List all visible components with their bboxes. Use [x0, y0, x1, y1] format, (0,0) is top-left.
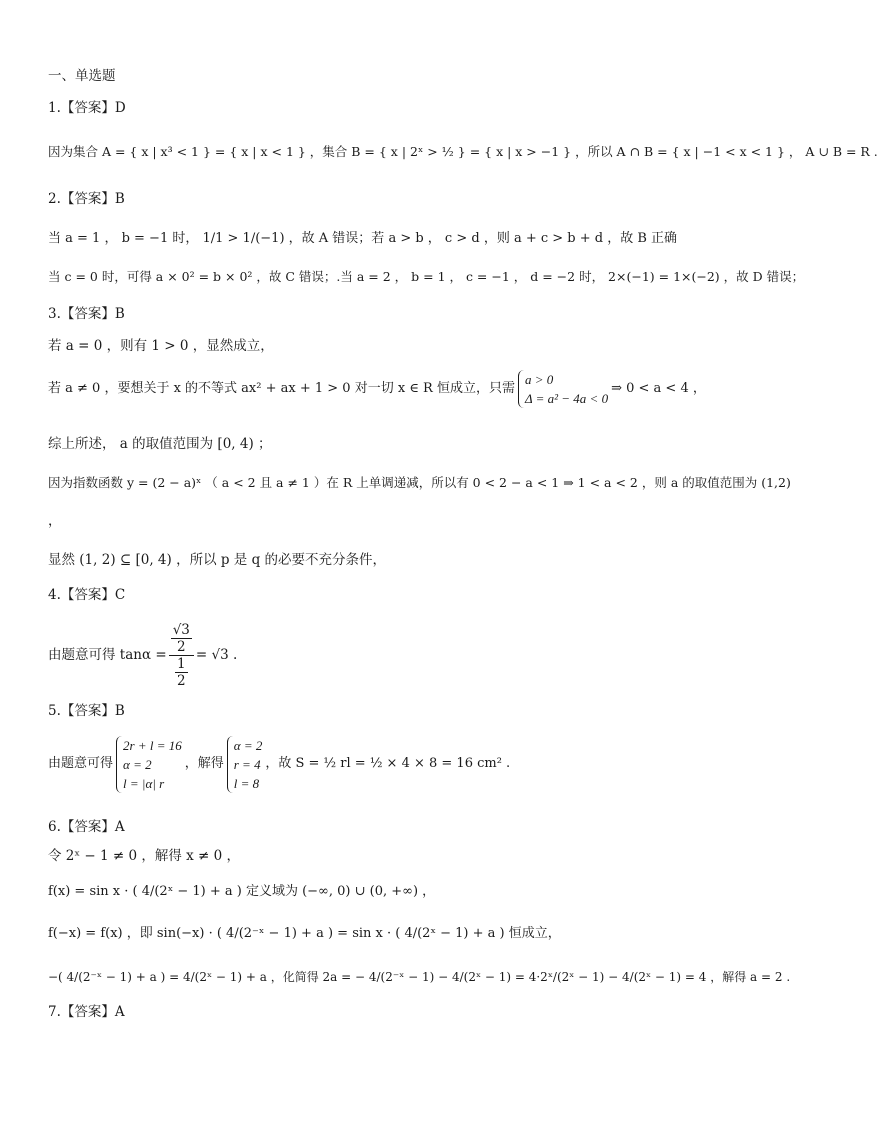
q6-solution-line-4: −( 4/(2⁻ˣ − 1) + a ) = 4/(2ˣ − 1) + a ，化简得 2a = − 4/(2⁻ˣ − 1) − 4/(2ˣ − 1) = 4·2ˣ/(2ˣ − 1) − 4/(2ˣ − 1) = 4 ，解得 a = 2 . [48, 970, 791, 984]
section-title: 一、单选题 [48, 68, 116, 84]
q4-denominator-fraction [175, 656, 188, 689]
q3-solution-line-4: 因为指数函数 y = (2 − a)ˣ （ a < 2 且 a ≠ 1 ）在 R 上单调递减，所以有 0 < 2 − a < 1 ⇒ 1 < a < 2 ，则 a 的取值范围为 (1,2) [48, 475, 791, 490]
q4-numerator [169, 622, 194, 656]
q2-solution-line-1: 当 a = 1 ， b = −1 时， 1/1 > 1/(−1) ，故 A 错误；若 a > b ， c > d ，则 a + c > b + d ，故 B 正确 [48, 231, 678, 246]
q5-answer: 5.【答案】B [48, 703, 125, 719]
q3-solution-line-6: 显然 (1, 2) ⊆ [0, 4) ，所以 p 是 q 的必要不充分条件， [48, 552, 387, 568]
q5-solved-eq-2: r = 4 [233, 756, 261, 772]
q3-solution-line-2 [48, 370, 753, 408]
q5-mid: ，解得 [184, 756, 224, 771]
q4-solution-line [48, 620, 753, 690]
q3-condition-b: Δ = a² − 4a < 0 [524, 391, 609, 406]
q5-given-eq-2: α = 2 [123, 756, 152, 772]
q5-given-system [116, 736, 182, 793]
q6-answer: 6.【答案】A [48, 819, 125, 835]
q5-given-eq-3: l = |α| r [123, 775, 165, 791]
q5-solved-eq-3: l = 8 [233, 775, 260, 791]
q6-solution-line-2: f(x) = sin x · ( 4/(2ˣ − 1) + a ) 定义域为 (−∞, 0) ∪ (0, +∞) ， [48, 884, 436, 899]
q3-line2-text: 若 a ≠ 0 ，要想关于 x 的不等式 ax² + ax + 1 > 0 对一切 x ∈ R 恒成立，只需 [48, 381, 515, 396]
q1-solution-line: 因为集合 A = { x | x³ < 1 } = { x | x < 1 } ，集合 B = { x | 2ˣ > ½ } = { x | x > −1 } ，所以 A ∩ B = { x | −1 < x < 1 } ， A ∪ B = R . [48, 144, 878, 159]
q5-prefix: 由题意可得 [48, 756, 114, 771]
q3-solution-line-3: 综上所述， a 的取值范围为 [0, 4) ； [48, 436, 272, 452]
q6-solution-line-3: f(−x) = f(x) ，即 sin(−x) · ( 4/(2⁻ˣ − 1) + a ) = sin x · ( 4/(2ˣ − 1) + a ) 恒成立， [48, 926, 561, 941]
q3-condition-system [518, 370, 608, 408]
q4-num-top: √3 [172, 621, 190, 638]
q3-solution-line-5: ， [48, 513, 62, 529]
q4-denominator [169, 656, 194, 689]
q5-solved-eq-1: α = 2 [233, 737, 263, 753]
q6-solution-line-1: 令 2ˣ − 1 ≠ 0 ，解得 x ≠ 0 ， [48, 848, 241, 864]
q5-solved-system [227, 736, 263, 793]
q3-line2-result: ⇒ 0 < a < 4 ， [611, 381, 706, 396]
q4-answer: 4.【答案】C [48, 587, 126, 603]
q4-den-top: 1 [176, 655, 186, 672]
q4-prefix: 由题意可得 tanα = [48, 647, 167, 663]
q4-numerator-fraction [171, 622, 192, 655]
q4-den-bot: 2 [176, 672, 186, 689]
q7-answer: 7.【答案】A [48, 1004, 125, 1020]
q1-answer: 1.【答案】D [48, 100, 126, 116]
q3-answer: 3.【答案】B [48, 306, 125, 322]
q2-answer: 2.【答案】B [48, 191, 125, 207]
q3-condition-a: a > 0 [524, 372, 554, 387]
q5-suffix: ，故 S = ½ rl = ½ × 4 × 8 = 16 cm² . [265, 756, 511, 771]
q3-solution-line-1: 若 a = 0 ，则有 1 > 0 ，显然成立， [48, 338, 274, 354]
q5-given-eq-1: 2r + l = 16 [123, 737, 182, 753]
q5-solution-line [48, 733, 753, 795]
q4-suffix: = √3 . [195, 647, 238, 663]
q4-num-bot: 2 [176, 638, 186, 655]
q4-compound-fraction [169, 622, 194, 689]
q2-solution-line-2: 当 c = 0 时，可得 a × 0² = b × 0² ，故 C 错误；.当 a = 2 ， b = 1 ， c = −1 ， d = −2 时， 2×(−1) = 1×(−2) ，故 D 错误； [48, 269, 805, 284]
